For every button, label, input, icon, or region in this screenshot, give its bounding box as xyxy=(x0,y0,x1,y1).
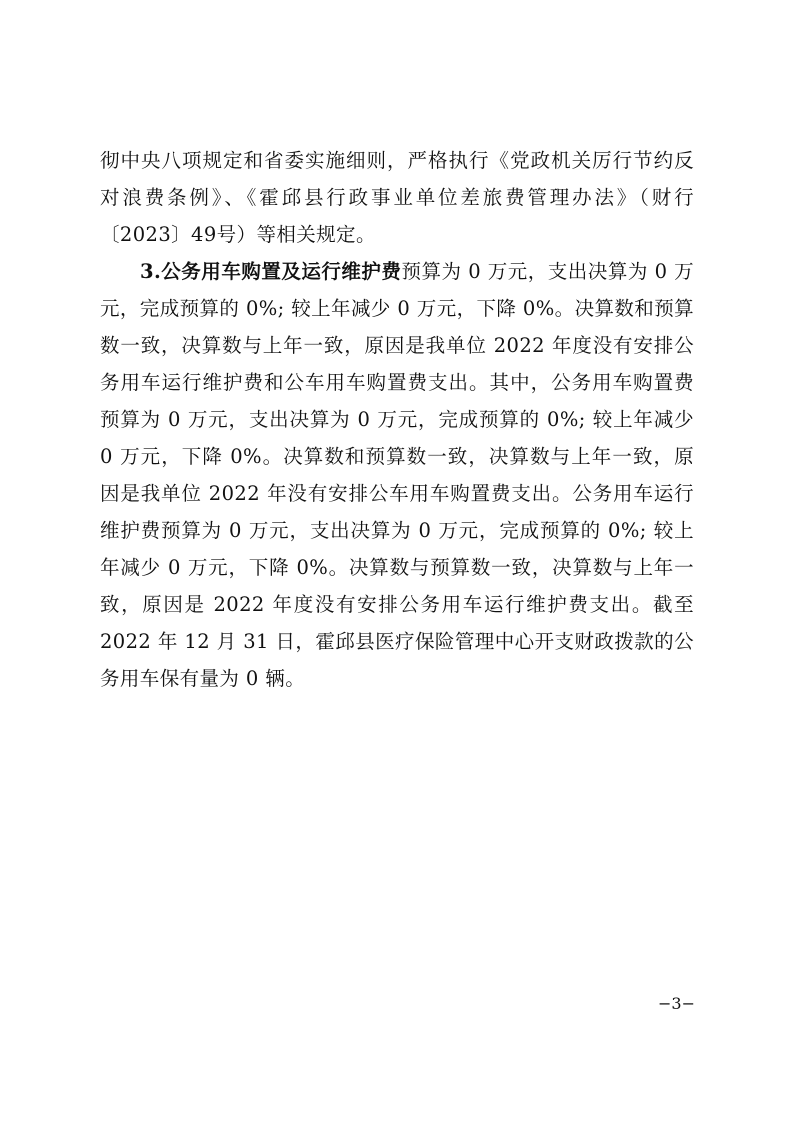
document-body xyxy=(100,142,694,697)
section-heading-vehicle-expenses: 3.公务用车购置及运行维护费 xyxy=(140,260,402,283)
page-number: −3− xyxy=(658,994,695,1013)
paragraph-continuation: 彻中央八项规定和省委实施细则，严格执行《党政机关厉行节约反对浪费条例》、《霍邱县行政事业单位差旅费管理办法》（财行〔2023〕49号）等相关规定。 xyxy=(100,149,694,246)
paragraph-vehicle-expenses xyxy=(100,253,694,697)
paragraph-vehicle-expenses-text: 预算为 0 万元，支出决算为 0 万元，完成预算的 0%; 较上年减少 0 万元，下降 0%。决算数和预算数一致，决算数与上年一致，原因是我单位 2022 年度没有安排公务用车运行维护费和公车用车购置费支出。其中，公务用车购置费预算为 0 万元，支出决算为 0 万元，完成预算的 0%; 较上年减少 0 万元，下降 0%。决算数和预算数一致，决算数与上年一致，原因是我单位 2022 年没有安排公车用车购置费支出。公务用车运行维护费预算为 0 万元，支出决算为 0 万元，完成预算的 0%; 较上年减少 0 万元，下降 0%。决算数与预算数一致，决算数与上年一致，原因是 2022 年度没有安排公务用车运行维护费支出。截至 2022 年 12 月 31 日，霍邱县医疗保险管理中心开支财政拨款的公务用车保有量为 0 辆。 xyxy=(100,260,694,690)
